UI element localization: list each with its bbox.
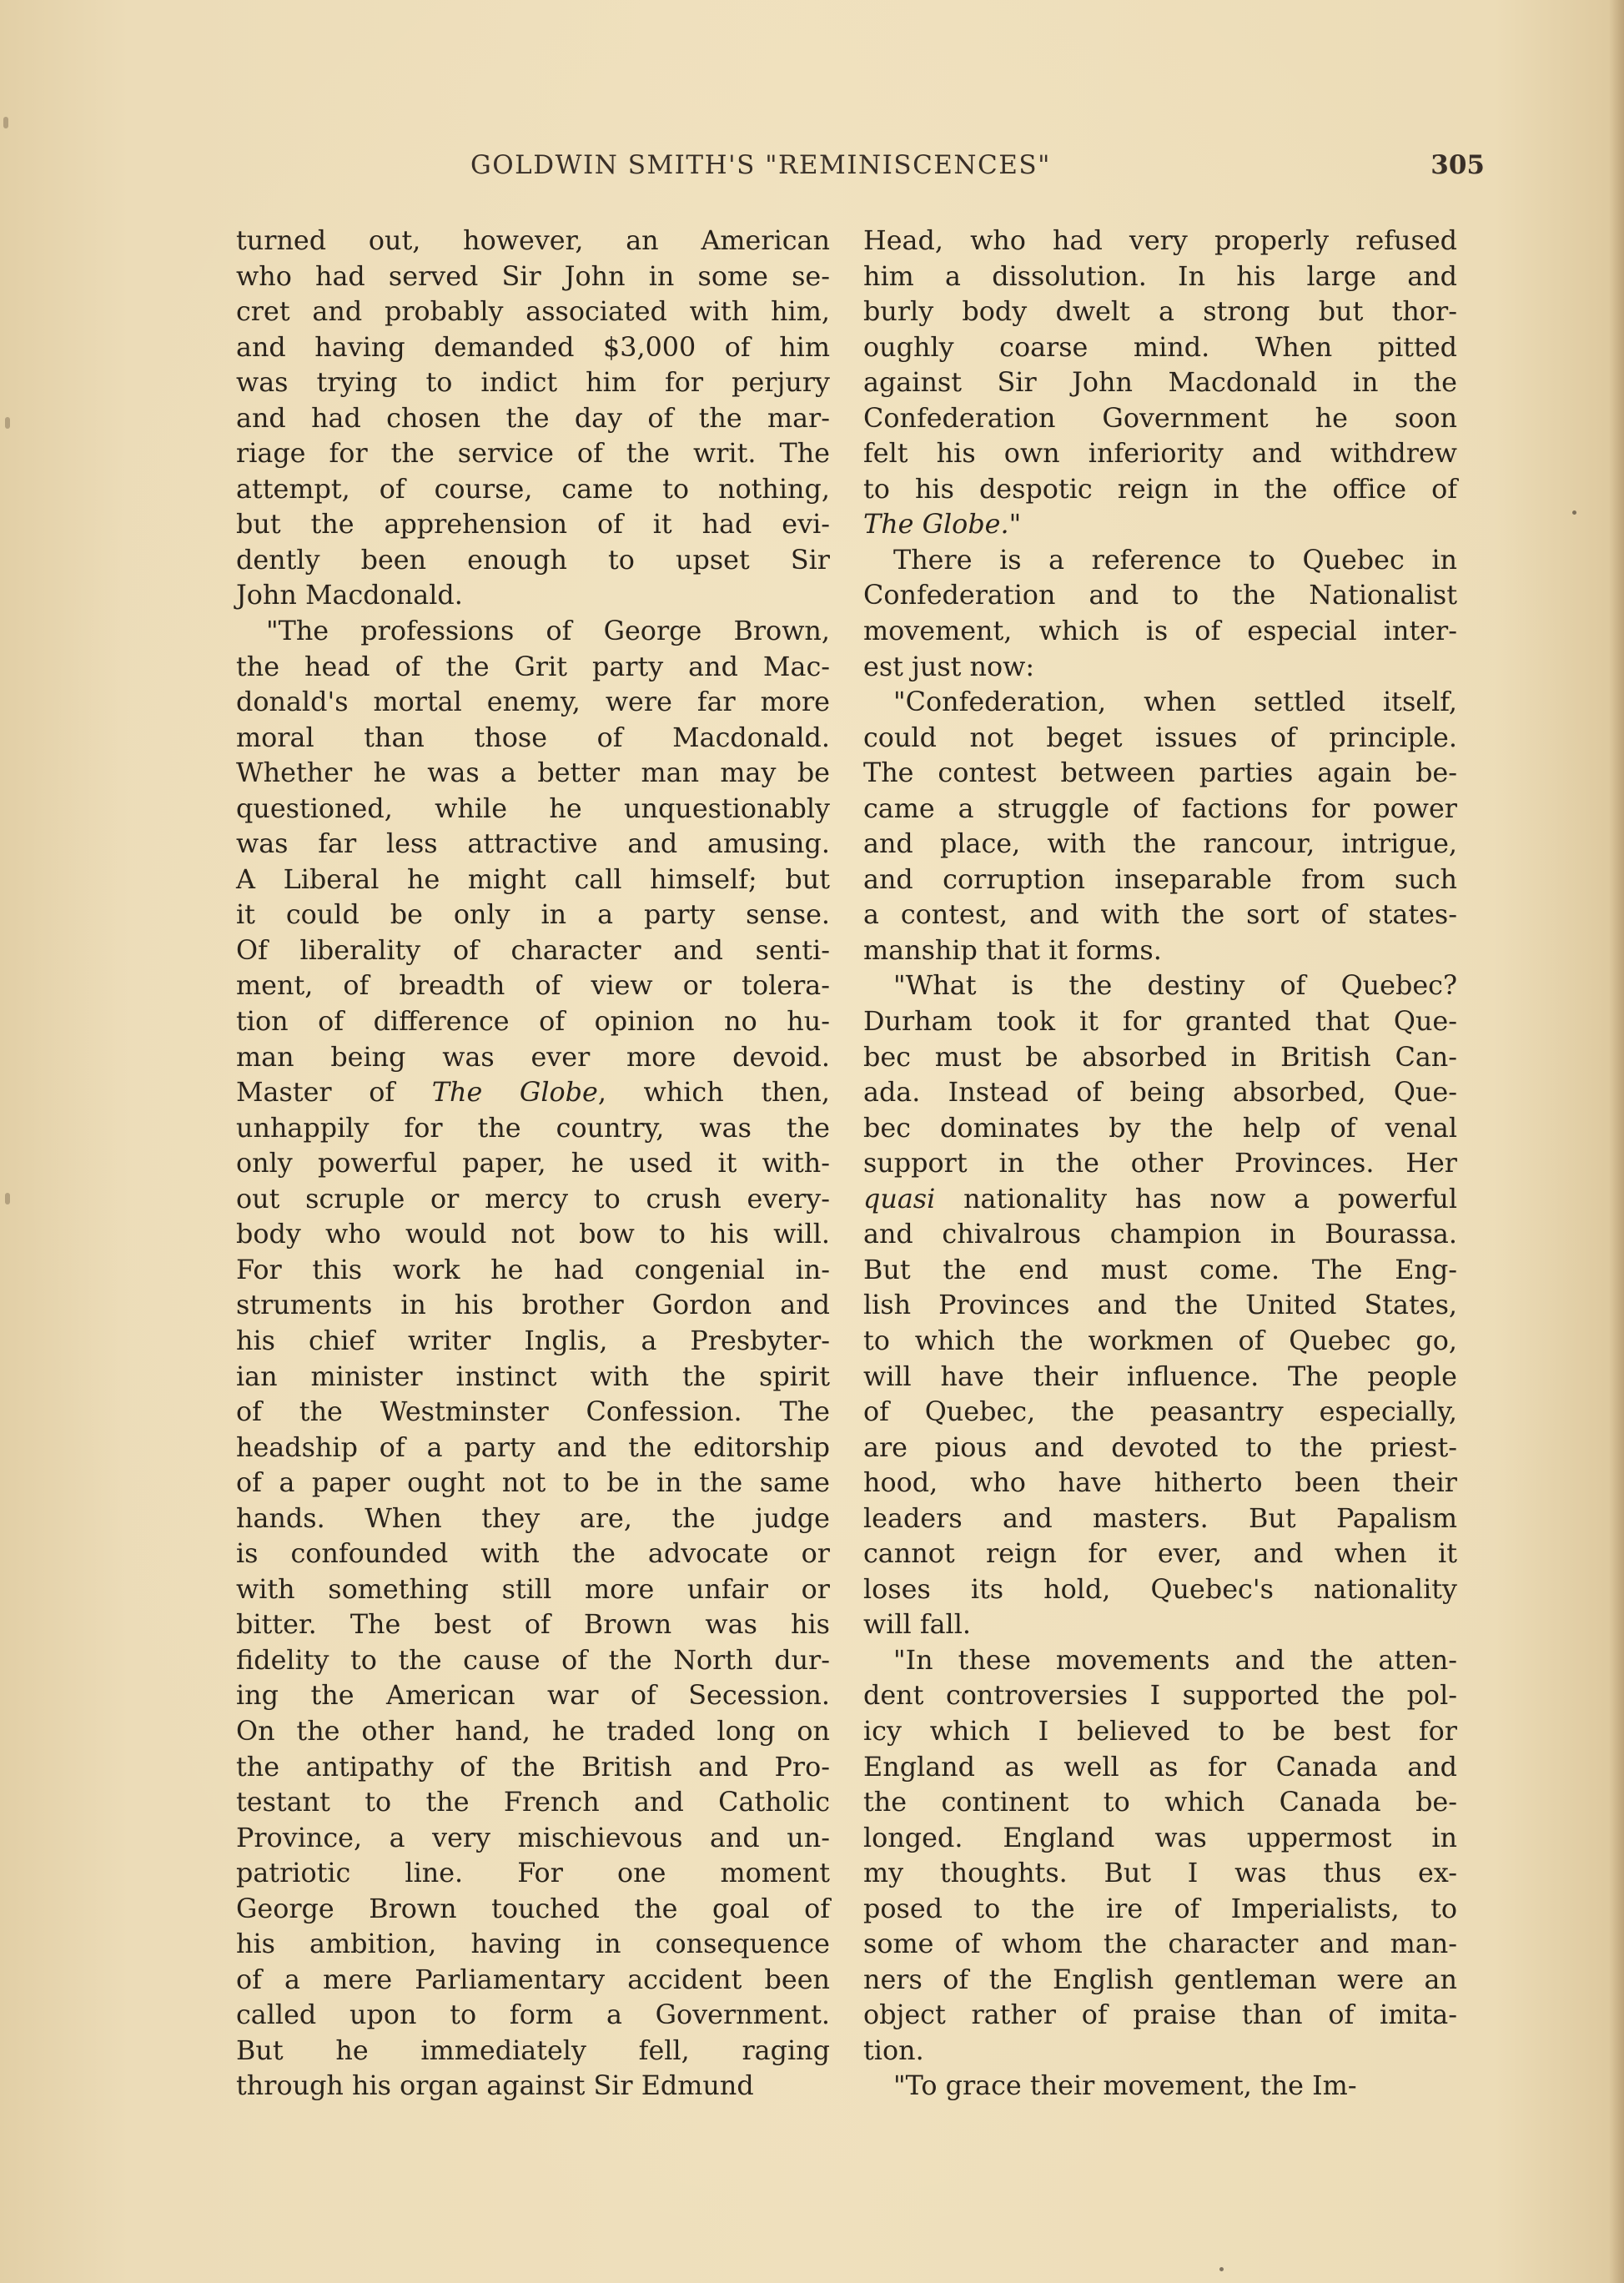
text-line: For this work he had congenial in-: [236, 1254, 830, 1285]
text-line: with something still more unfair or: [236, 1573, 830, 1605]
text-line: ners of the English gentleman were an: [863, 1964, 1457, 1995]
text-line: movement, which is of especial inter-: [863, 616, 1457, 647]
text-line: could not beget issues of principle.: [863, 722, 1457, 753]
text-line: who had served Sir John in some se-: [236, 260, 830, 292]
text-line: out scruple or mercy to crush every-: [236, 1183, 830, 1214]
text-line: But he immediately fell, raging: [236, 2034, 830, 2066]
text-line: and had chosen the day of the mar-: [236, 402, 830, 434]
text-line: bec must be absorbed in British Can-: [863, 1041, 1457, 1073]
text-line: bitter. The best of Brown was his: [236, 1609, 830, 1641]
text-line: to his despotic reign in the office of: [863, 473, 1457, 505]
page-edge-shadow: [1609, 0, 1624, 2283]
text-line: turned out, however, an American: [236, 225, 830, 256]
ink-speck: [1572, 510, 1576, 515]
text-line: felt his own inferiority and withdrew: [863, 438, 1457, 470]
running-head: GOLDWIN SMITH'S "REMINISCENCES": [470, 150, 1051, 180]
text-line: of Quebec, the peasantry especially,: [863, 1396, 1457, 1428]
text-line: fidelity to the cause of the North dur-: [236, 1644, 830, 1676]
text-line: Whether he was a better man may be: [236, 757, 830, 789]
text-line: and chivalrous champion in Bourassa.: [863, 1219, 1457, 1250]
text-line: support in the other Provinces. Her: [863, 1148, 1457, 1179]
text-line: The Globe.": [863, 509, 1022, 541]
text-line: leaders and masters. But Papalism: [863, 1502, 1457, 1534]
text-line: of a mere Parliamentary accident been: [236, 1964, 830, 1995]
margin-mark: [5, 1193, 10, 1204]
text-line: only powerful paper, he used it with-: [236, 1148, 830, 1179]
text-line: man being was ever more devoid.: [236, 1041, 830, 1073]
text-line: burly body dwelt a strong but thor-: [863, 296, 1457, 328]
text-line: oughly coarse mind. When pitted: [863, 331, 1457, 363]
text-line: dently been enough to upset Sir: [236, 544, 830, 576]
text-line: George Brown touched the goal of: [236, 1893, 830, 1924]
text-line: Of liberality of character and senti-: [236, 934, 830, 966]
text-line: posed to the ire of Imperialists, to: [863, 1893, 1457, 1924]
text-line: against Sir John Macdonald in the: [863, 367, 1457, 399]
text-line: cret and probably associated with him,: [236, 296, 830, 328]
text-line: loses its hold, Quebec's nationality: [863, 1573, 1457, 1605]
text-line: through his organ against Sir Edmund: [236, 2070, 754, 2102]
text-line: There is a reference to Quebec in: [893, 544, 1457, 576]
text-line: came a struggle of factions for power: [863, 792, 1457, 824]
text-line: is confounded with the advocate or: [236, 1538, 830, 1570]
text-line: and having demanded $3,000 of him: [236, 331, 830, 363]
text-line: and place, with the rancour, intrigue,: [863, 828, 1457, 860]
text-line: will have their influence. The people: [863, 1360, 1457, 1392]
text-line: Head, who had very properly refused: [863, 225, 1457, 256]
text-line: of a paper ought not to be in the same: [236, 1467, 830, 1499]
text-line: him a dissolution. In his large and: [863, 260, 1457, 292]
text-line: England as well as for Canada and: [863, 1751, 1457, 1783]
page-number: 305: [1430, 150, 1485, 180]
text-line: quasi nationality has now a powerful: [863, 1183, 1457, 1214]
text-line: Confederation and to the Nationalist: [863, 580, 1457, 611]
text-line: the head of the Grit party and Mac-: [236, 651, 830, 682]
text-line: was trying to indict him for perjury: [236, 367, 830, 399]
text-line: a contest, and with the sort of states-: [863, 899, 1457, 931]
text-line: attempt, of course, came to nothing,: [236, 473, 830, 505]
text-line: On the other hand, he traded long on: [236, 1715, 830, 1747]
ink-speck: [1219, 2267, 1224, 2271]
text-line: lish Provinces and the United States,: [863, 1290, 1457, 1321]
text-line: some of whom the character and man-: [863, 1928, 1457, 1960]
text-line: the continent to which Canada be-: [863, 1787, 1457, 1818]
text-line: struments in his brother Gordon and: [236, 1290, 830, 1321]
text-line: icy which I believed to be best for: [863, 1715, 1457, 1747]
left-column: [236, 224, 830, 2104]
text-line: Durham took it for granted that Que-: [863, 1006, 1457, 1038]
text-line: questioned, while he unquestionably: [236, 792, 830, 824]
text-line: headship of a party and the editorship: [236, 1431, 830, 1463]
text-line: are pious and devoted to the priest-: [863, 1431, 1457, 1463]
text-line: patriotic line. For one moment: [236, 1858, 830, 1889]
text-line: "In these movements and the atten-: [893, 1644, 1457, 1676]
text-line: manship that it forms.: [863, 934, 1162, 966]
text-line: A Liberal he might call himself; but: [236, 863, 830, 895]
text-line: John Macdonald.: [236, 580, 463, 611]
text-line: ian minister instinct with the spirit: [236, 1360, 830, 1392]
text-line: The contest between parties again be-: [863, 757, 1457, 789]
text-line: but the apprehension of it had evi-: [236, 509, 830, 541]
text-line: longed. England was uppermost in: [863, 1822, 1457, 1853]
text-line: body who would not bow to his will.: [236, 1219, 830, 1250]
text-line: hood, who have hitherto been their: [863, 1467, 1457, 1499]
text-line: dent controversies I supported the pol-: [863, 1680, 1457, 1712]
text-line: tion.: [863, 2034, 924, 2066]
text-line: "The professions of George Brown,: [266, 616, 830, 647]
text-line: unhappily for the country, was the: [236, 1112, 830, 1144]
text-line: riage for the service of the writ. The: [236, 438, 830, 470]
text-line: cannot reign for ever, and when it: [863, 1538, 1457, 1570]
text-line: ada. Instead of being absorbed, Que-: [863, 1077, 1457, 1109]
text-line: "What is the destiny of Quebec?: [893, 970, 1457, 1002]
text-line: hands. When they are, the judge: [236, 1502, 830, 1534]
text-line: bec dominates by the help of venal: [863, 1112, 1457, 1144]
text-line: est just now:: [863, 651, 1035, 682]
text-line: his chief writer Inglis, a Presbyter-: [236, 1325, 830, 1356]
text-line: will fall.: [863, 1609, 972, 1641]
page-header: [0, 150, 1624, 192]
text-line: ing the American war of Secession.: [236, 1680, 830, 1712]
text-line: moral than those of Macdonald.: [236, 722, 830, 753]
text-line: Province, a very mischievous and un-: [236, 1822, 830, 1853]
text-line: it could be only in a party sense.: [236, 899, 830, 931]
right-column: [863, 224, 1457, 2104]
text-line: called upon to form a Government.: [236, 1999, 830, 2031]
text-line: "To grace their movement, the Im-: [893, 2070, 1357, 2102]
text-line: my thoughts. But I was thus ex-: [863, 1858, 1457, 1889]
text-line: donald's mortal enemy, were far more: [236, 686, 830, 718]
text-line: the antipathy of the British and Pro-: [236, 1751, 830, 1783]
text-line: tion of difference of opinion no hu-: [236, 1006, 830, 1038]
text-line: Master of The Globe, which then,: [236, 1077, 830, 1109]
text-line: of the Westminster Confession. The: [236, 1396, 830, 1428]
text-line: But the end must come. The Eng-: [863, 1254, 1457, 1285]
text-line: was far less attractive and amusing.: [236, 828, 830, 860]
text-line: object rather of praise than of imita-: [863, 1999, 1457, 2031]
text-line: testant to the French and Catholic: [236, 1787, 830, 1818]
text-line: Confederation Government he soon: [863, 402, 1457, 434]
margin-mark: [5, 417, 10, 429]
margin-mark: [3, 117, 8, 128]
text-line: his ambition, having in consequence: [236, 1928, 830, 1960]
text-line: "Confederation, when settled itself,: [893, 686, 1457, 718]
text-line: ment, of breadth of view or tolera-: [236, 970, 830, 1002]
text-line: to which the workmen of Quebec go,: [863, 1325, 1457, 1356]
text-line: and corruption inseparable from such: [863, 863, 1457, 895]
